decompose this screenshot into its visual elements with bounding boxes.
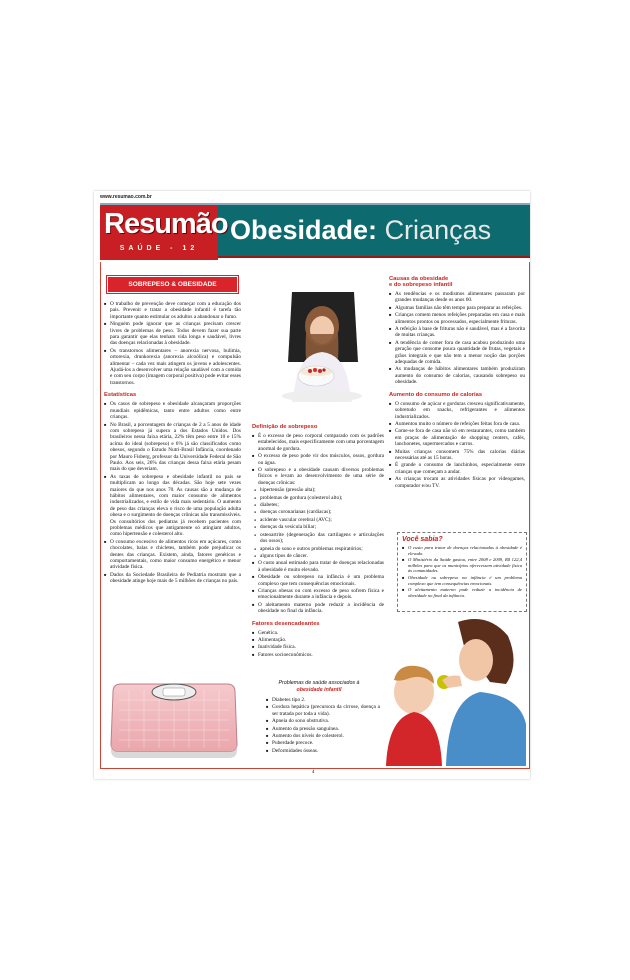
list-item: ■ Genética. xyxy=(252,630,384,636)
list-item: ■ A refeição à base de frituras não é saudável, mas é a favorita de muitas crianças. xyxy=(389,326,525,339)
list-item: ■ O custo para tratar de doenças relacionadas à obesidade é elevado. xyxy=(402,545,522,556)
list-item: ■ Aumentou muito o número de refeições feitas fora de casa. xyxy=(389,421,525,427)
list-item: ■ Fatores socioeconômicos. xyxy=(252,652,384,658)
intro-list xyxy=(104,301,241,386)
list-item: ● hipertensão (pressão alta); xyxy=(252,487,384,493)
callout-title: Você sabia? xyxy=(402,536,443,543)
list-item: ■ Alimentação. xyxy=(252,637,384,643)
causes-list xyxy=(389,291,525,386)
list-item: ● doenças da vesícula biliar; xyxy=(252,524,384,530)
factors-heading: Fatores desencadeantes xyxy=(252,620,320,627)
list-item: ■ No Brasil, a porcentagem de crianças de 2 a 5 anos de idade com sobrepeso já supera a dos Estados Unidos. Dos brasileiros nessa faixa etária, 22% têm peso entre 10 e 15% acima do ideal (sobrepeso) e 6% já são classificados como obesos, segundo o Estudo Nutri-Brasil Infância, coordenado por Mauro Fisberg, professor da Universidade Federal de São Paulo. Aos seis, 26% das crianças dessa faixa etária pesam mais do que deveriam. xyxy=(104,422,241,473)
list-item: ■ Puberdade precoce. xyxy=(266,740,380,746)
logo-name: Resumão xyxy=(104,208,228,240)
problems-title xyxy=(258,680,380,693)
mother-child-apple-photo xyxy=(380,612,526,766)
column-3 xyxy=(389,270,525,490)
list-item: ■ O excesso de peso pode vir dos músculos, ossos, gordura ou água. xyxy=(252,453,384,466)
list-item: ■ As crianças trocam as atividades físicas por videogames, computador e/ou TV. xyxy=(389,476,525,489)
problems-title-line1: Problemas de saúde associados à xyxy=(278,680,360,686)
list-item: ■ Come-se fora de casa não só em restaurantes, como também em praças de alimentação de shopping centers, cafés, lanchonetes, supermercados e carros. xyxy=(389,428,525,447)
column-1 xyxy=(104,270,241,586)
list-item: ■ Diabetes tipo 2. xyxy=(266,697,380,703)
column-2 xyxy=(252,418,384,659)
resumao-logo xyxy=(100,205,228,260)
list-item: ■ O trabalho de prevenção deve começar com a educação dos pais. Prevenir e tratar a obesidade infantil é tarefa tão importante quanto estimular os adultos a abandonar o fumo. xyxy=(104,301,241,320)
callout-list xyxy=(402,545,522,598)
page-number: 4 xyxy=(312,770,315,775)
list-item: ■ Obesidade ou sobrepeso na infância é um problema complexo que tem consequências emocionais. xyxy=(252,574,384,587)
logo-subtitle: SAÚDE - 12 xyxy=(119,245,199,252)
title-main: Obesidade xyxy=(230,215,369,245)
definition-list xyxy=(252,433,384,486)
list-item: ● doenças coronarianas (cardíacas); xyxy=(252,509,384,515)
list-item: ■ O aleitamento materno pode reduzir a incidência de obesidade no final da infância. xyxy=(402,587,522,598)
title-sub: Crianças xyxy=(384,215,492,245)
list-item: ■ O Ministério da Saúde gastou, entre 2008 e 2009, R$ 122,4 milhões para que os municípios oferecessem atividade física às comunidades. xyxy=(402,557,522,574)
list-item: ■ Aumento dos níveis de colesterol. xyxy=(266,733,380,739)
diseases-list xyxy=(252,487,384,559)
list-item: ■ As taxas de sobrepeso e obesidade infantil no país se multiplicam ao longo das décadas. São hoje sete vezes maiores do que nos anos 70. As causas são a mudança de hábitos alimentares, com maior consumo de alimentos industrializados, e estilo de vida mais sedentário. O aumento de peso das crianças eleva o risco de uma população adulta obesa e o surgimento de doenças crônicas não transmissíveis. Os consultórios dos pediatras já recebem pacientes com problemas médicos que antigamente só atingiam adultos, como hipertensão e colesterol alto. xyxy=(104,474,241,538)
factors-list xyxy=(252,630,384,659)
did-you-know-box xyxy=(397,532,527,612)
title-separator: : xyxy=(368,215,378,245)
list-item: ■ As mudanças de hábitos alimentares também produziram aumento do consumo de calorias, causando sobrepeso ou obesidade. xyxy=(389,366,525,385)
bathroom-scale-image xyxy=(109,680,239,760)
list-item: ■ É grande o consumo de lanchinhos, especialmente entre crianças que começam a andar. xyxy=(389,462,525,475)
calories-list xyxy=(389,401,525,489)
list-item: ■ Obesidade ou sobrepeso na infância é um problema complexo que tem consequências emocionais. xyxy=(402,575,522,586)
causes-heading-line1: Causas da obesidade xyxy=(389,276,449,282)
list-item: ■ A tendência de comer fora de casa acabou produzindo uma geração que consome pouca quantidade de frutas, vegetais e grãos integrais e que não tem a menor noção das porções adequadas de comida. xyxy=(389,340,525,366)
problems-title-line2: obesidade infantil xyxy=(296,686,342,693)
list-item: ● apneia do sono e outros problemas respiratórios; xyxy=(252,546,384,552)
list-item: ■ Deformidades ósseas. xyxy=(266,748,380,754)
list-item: ■ O aleitamento materno pode reduzir a incidência de obesidade no final da infância. xyxy=(252,602,384,615)
girl-eating-photo xyxy=(282,292,362,408)
list-item: ■ O consumo de açúcar e gorduras cresceu significativamente, sobretudo em snacks, refrigerantes e alimentos industrializados. xyxy=(389,401,525,420)
list-item: ■ Os casos de sobrepeso e obesidade alcançaram proporções mundiais epidêmicas, tanto entre adultos como entre crianças. xyxy=(104,401,241,420)
causes-heading-line2: e do sobrepeso infantil xyxy=(389,282,453,288)
definition-list-2 xyxy=(252,560,384,614)
list-item: ■ As tendências e os modismos alimentares passaram por grandes mudanças desde os anos 60. xyxy=(389,291,525,304)
header-banner xyxy=(100,203,530,258)
website-url: www.resumao.com.br xyxy=(100,194,152,200)
list-item: ■ O custo anual estimado para tratar de doenças relacionadas à obesidade é muito elevado. xyxy=(252,560,384,573)
list-item: ■ Crianças obesas ou com excesso de peso sofrem física e emocionalmente durante a infância e depois. xyxy=(252,588,384,601)
list-item: ■ O sobrepeso e a obesidade causam diversos problemas físicos e levam ao desenvolvimento de uma série de doenças crônicas: xyxy=(252,467,384,486)
list-item: ■ Aumento da pressão sanguínea. xyxy=(266,726,380,732)
section-title-sobrepeso: SOBREPESO & OBESIDADE xyxy=(107,276,238,293)
list-item: ■ Crianças comem menos refeições preparadas em casa e mais alimentos prontos ou processados, especialmente frituras. xyxy=(389,312,525,325)
list-item: ■ Apneia do sono obstrutiva. xyxy=(266,718,380,724)
list-item: ■ Dados da Sociedade Brasileira de Pediatria mostram que a obesidade atinge hoje mais de 5 milhões de crianças no país. xyxy=(104,572,241,585)
list-item: ■ O consumo excessivo de alimentos ricos em açúcares, como chocolates, balas e chicletes, também pode prejudicar os dentes das crianças. Existem, ainda, fatores genéticos e comportamentais, como maior consumo energético e menor atividade física. xyxy=(104,539,241,571)
list-item: ■ Ninguém pode ignorar que as crianças precisam crescer livres de problemas de peso. Todos devem fazer sua parte para garantir que elas tenham vida longa e saudável, livres das doenças relacionadas à obesidade. xyxy=(104,321,241,347)
list-item: ● problemas de gordura (colesterol alto); xyxy=(252,495,384,501)
list-item: ■ Os transtornos alimentares – anorexia nervosa, bulimia, ortorexia, drunkorexia (anorexia alcoólica) e compulsão alimentar – cada vez mais atingem os jovens e adolescentes. Ajudá-los a desenvolver uma relação saudável com a comida e com seu corpo (imagem corporal positiva) pode evitar esses transtornos. xyxy=(104,348,241,386)
list-item: ● osteoartrite (degeneração das cartilagens e articulações dos ossos); xyxy=(252,532,384,545)
health-problems-box xyxy=(258,680,380,762)
list-item: ■ Muitas crianças consomem 75% das calorias diárias necessárias até as 15 horas. xyxy=(389,449,525,462)
list-item: ■ Algumas famílias não têm tempo para preparar as refeições. xyxy=(389,305,525,311)
list-item: ● alguns tipos de câncer. xyxy=(252,553,384,559)
list-item: ● diabetes; xyxy=(252,502,384,508)
list-item: ■ É o excesso de peso corporal comparado com os padrões estabelecidos, mais especificamente com uma porcentagem anormal de gordura. xyxy=(252,433,384,452)
list-item: ● acidente vascular cerebral (AVC); xyxy=(252,517,384,523)
problems-list xyxy=(266,697,380,754)
list-item: ■ Gordura hepática (precursora da cirrose, doença a ser tratada por toda a vida). xyxy=(266,704,380,717)
list-item: ■ Inatividade física. xyxy=(252,644,384,650)
stats-heading: Estatísticas xyxy=(104,392,137,399)
calories-heading: Aumento do consumo de calorias xyxy=(389,391,483,398)
page-title xyxy=(230,215,491,246)
stats-list xyxy=(104,401,241,584)
causes-heading xyxy=(389,276,525,288)
definition-heading: Definição de sobrepeso xyxy=(252,424,318,430)
